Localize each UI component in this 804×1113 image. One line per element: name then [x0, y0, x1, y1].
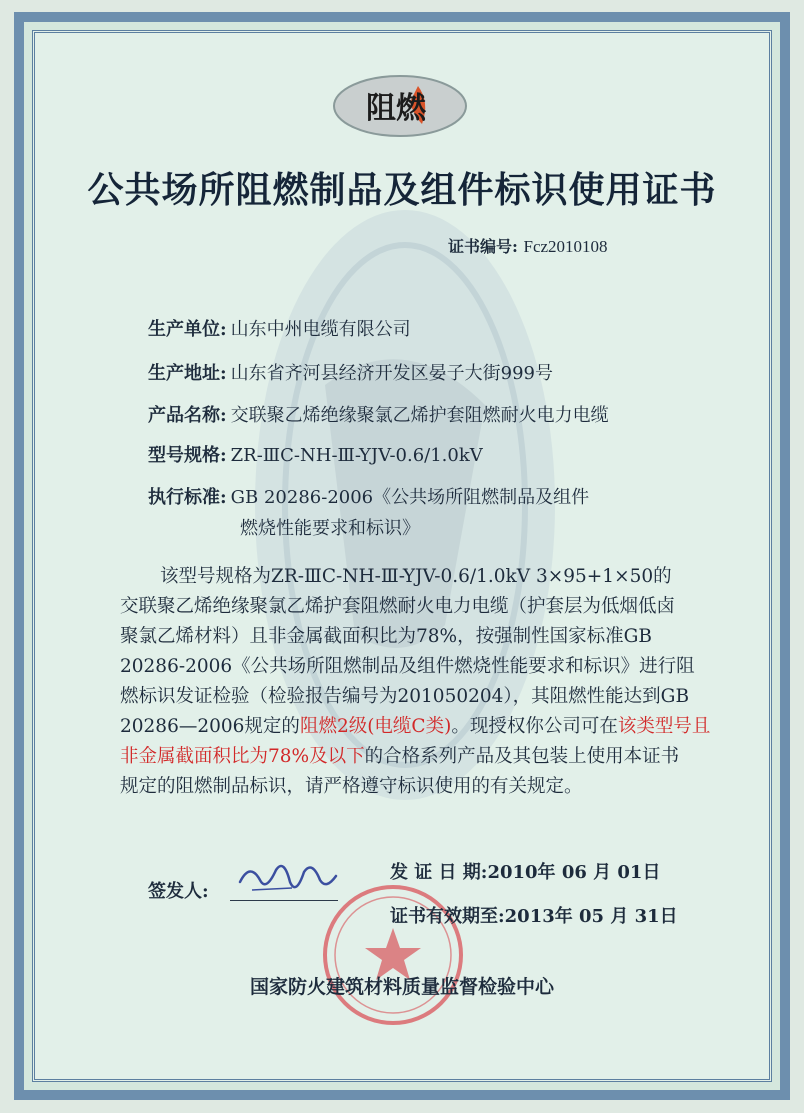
product-value: 交联聚乙烯绝缘聚氯乙烯护套阻燃耐火电力电缆	[230, 405, 609, 426]
body-line-8: 规定的阻燃制品标识，请严格遵守标识使用的有关规定。	[120, 776, 583, 797]
certificate-number	[448, 234, 608, 257]
cert-no-value: Fcz2010108	[523, 237, 608, 256]
body-line-1: 该型号规格为ZR-ⅢC-NH-Ⅲ-YJV-0.6/1.0kV 3×95+1×50的	[160, 566, 672, 587]
handwritten-signature	[232, 852, 342, 902]
body-line-7-b: 的合格系列产品及其包装上使用本证书	[364, 746, 680, 767]
unit-label: 生产单位:	[148, 319, 227, 340]
body-line-6	[120, 712, 710, 738]
body-line-6-b: 。现授权你公司可在	[451, 716, 618, 737]
field-address	[148, 362, 553, 386]
model-label: 型号规格:	[148, 445, 227, 466]
standard-value: GB 20286-2006《公共场所阻燃制品及组件	[230, 487, 590, 508]
logo-text: 阻燃	[366, 91, 426, 126]
unit-value: 山东中州电缆有限公司	[230, 319, 411, 340]
product-label: 产品名称:	[148, 405, 227, 426]
field-product	[148, 404, 609, 428]
cert-no-label: 证书编号:	[448, 237, 518, 256]
signer-label: 签发人:	[148, 881, 209, 902]
body-line-6-a: 20286—2006规定的	[120, 716, 300, 737]
standard-value-continued: 燃烧性能要求和标识》	[240, 518, 420, 539]
certificate-title: 公共场所阻燃制品及组件标识使用证书	[87, 169, 717, 211]
standard-label: 执行标准:	[148, 487, 227, 508]
body-line-7	[120, 742, 679, 768]
field-standard	[148, 486, 589, 510]
issue-date-label: 发 证 日 期:	[390, 862, 488, 883]
issuing-authority: 国家防火建筑材料质量监督检验中心	[249, 976, 554, 998]
address-label: 生产地址:	[148, 363, 227, 384]
field-model	[148, 444, 483, 468]
expiry-date	[390, 902, 678, 928]
body-line-4: 20286-2006《公共场所阻燃制品及组件燃烧性能要求和标识》进行阻	[120, 656, 695, 677]
scope-highlight-2: 非金属截面积比为78%及以下	[120, 746, 365, 767]
issue-date	[390, 858, 660, 884]
signature-line	[230, 900, 338, 901]
scope-highlight-1: 该类型号且	[617, 716, 711, 737]
model-value: ZR-ⅢC-NH-Ⅲ-YJV-0.6/1.0kV	[230, 445, 483, 466]
expiry-date-label: 证书有效期至:	[390, 906, 505, 927]
address-value: 山东省齐河县经济开发区晏子大街999号	[230, 363, 554, 384]
expiry-date-value: 2013年 05 月 31日	[504, 906, 678, 927]
flame-retardant-logo	[330, 72, 470, 140]
body-line-2: 交联聚乙烯绝缘聚氯乙烯护套阻燃耐火电力电缆（护套层为低烟低卤	[120, 596, 676, 617]
body-line-5: 燃标识发证检验（检验报告编号为201050204），其阻燃性能达到GB	[120, 686, 690, 707]
issue-date-value: 2010年 06 月 01日	[487, 862, 661, 883]
retardant-grade: 阻燃2级(电缆C类)	[299, 716, 452, 737]
body-line-3: 聚氯乙烯材料）且非金属截面积比为78%，按强制性国家标准GB	[120, 626, 652, 647]
field-unit	[148, 318, 411, 342]
